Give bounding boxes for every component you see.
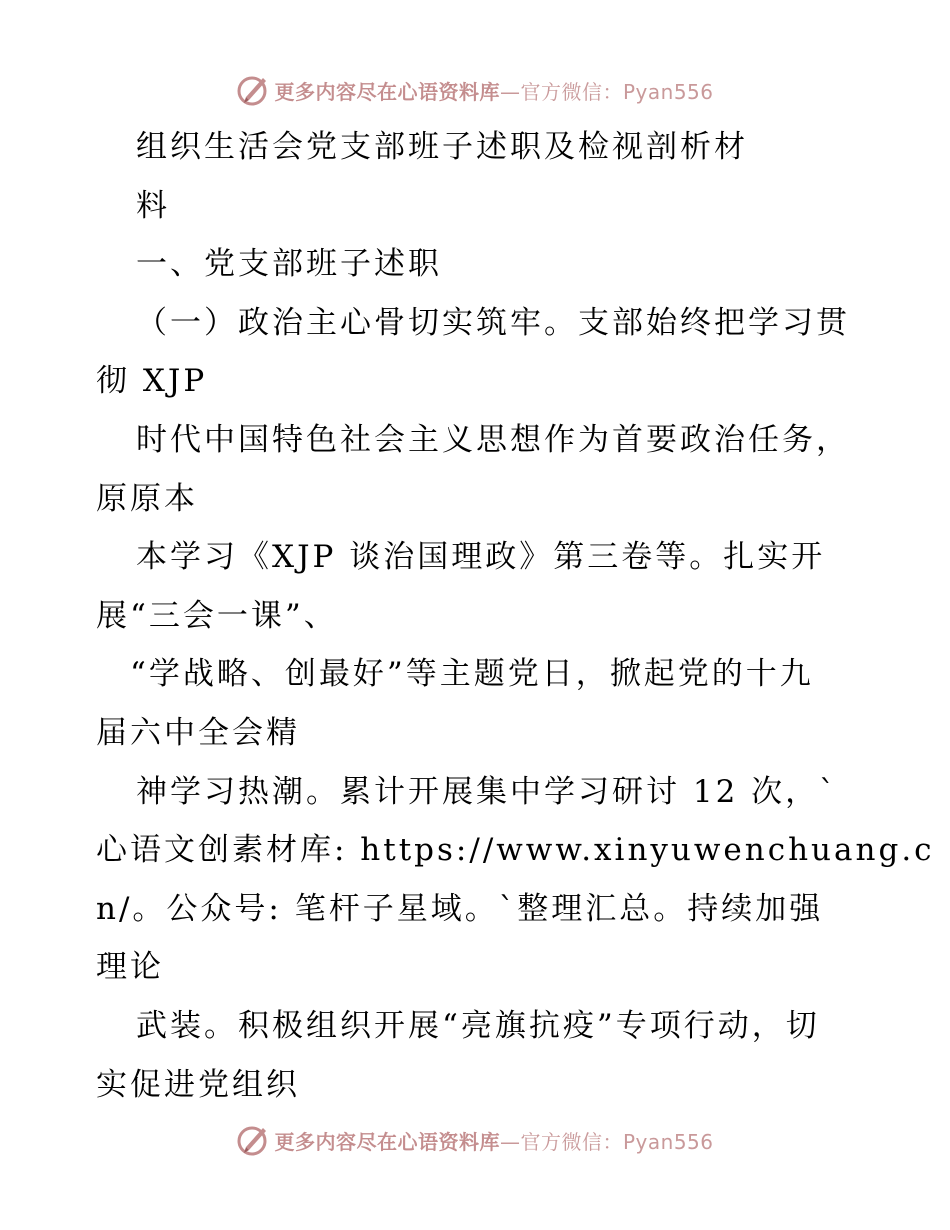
- paragraph-line: （一）政治主心骨切实筑牢。支部始终把学习贯: [136, 304, 850, 341]
- paragraph-line: 神学习热潮。累计开展集中学习研讨 12 次，`: [136, 773, 838, 810]
- watermark-text: 更多内容尽在心语资料库—官方微信：Pyan556: [274, 1129, 714, 1154]
- paragraph-line: 展“三会一课”、: [96, 597, 338, 634]
- doc-title-line-2: 料: [136, 187, 170, 224]
- header-watermark: [0, 72, 950, 108]
- footer-watermark: [0, 1122, 950, 1158]
- paragraph-line: 彻 XJP: [96, 363, 208, 400]
- quill-pen-logo-icon: [236, 73, 270, 107]
- paragraph-line: 届六中全会精: [96, 714, 300, 751]
- paragraph-line: 心语文创素材库: https://www.xinyuwenchuang.c: [96, 832, 935, 869]
- document-body: [96, 118, 935, 1114]
- paragraph-line: n/。公众号: 笔杆子星域。`整理汇总。持续加强: [96, 890, 824, 927]
- paragraph-line: 理论: [96, 949, 164, 986]
- paragraph-line: 本学习《XJP 谈治国理政》第三卷等。扎实开: [136, 539, 826, 576]
- paragraph-line: 武装。积极组织开展“亮旗抗疫”专项行动，切: [136, 1007, 820, 1044]
- paragraph-line: 时代中国特色社会主义思想作为首要政治任务，: [136, 421, 850, 458]
- section-heading: 一、党支部班子述职: [136, 246, 442, 283]
- paragraph-line: 实促进党组织: [96, 1066, 300, 1103]
- paragraph-line: 原原本: [96, 480, 198, 517]
- paragraph-line: “学战略、创最好”等主题党日，掀起党的十九: [130, 656, 814, 693]
- doc-title-line-1: 组织生活会党支部班子述职及检视剖析材: [136, 129, 748, 165]
- watermark-text: 更多内容尽在心语资料库—官方微信：Pyan556: [274, 79, 714, 104]
- quill-pen-logo-icon: [236, 1123, 270, 1157]
